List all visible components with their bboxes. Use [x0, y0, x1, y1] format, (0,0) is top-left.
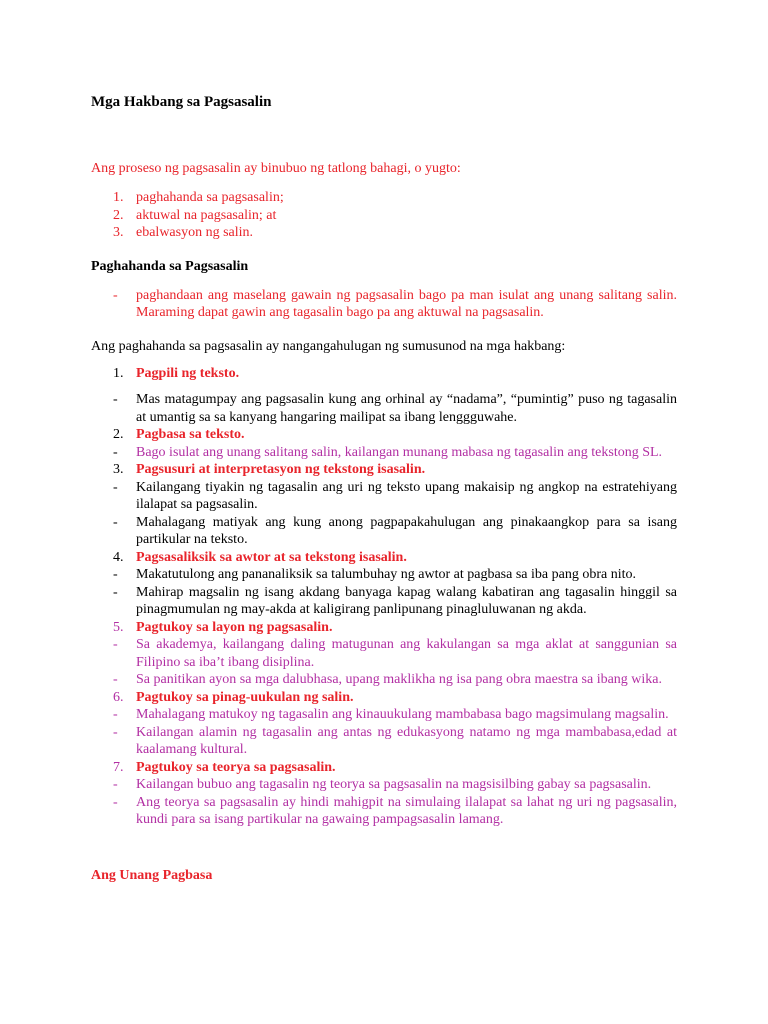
bullet-dash: -	[113, 672, 118, 687]
bullet-dash: -	[113, 479, 118, 495]
stages-list	[91, 189, 677, 242]
step-bullet	[91, 724, 677, 759]
document-page	[91, 94, 677, 884]
step-number: 3.	[113, 462, 124, 477]
bullet-text: Bago isulat ang unang salitang salin, kailangan munang mabasa ng tagasalin ang tekstong SL.	[136, 444, 663, 460]
bullet-dash: -	[113, 392, 118, 407]
bullet-dash: -	[113, 707, 118, 722]
step-header	[91, 759, 677, 777]
bullet-dash: -	[113, 637, 118, 652]
list-item	[91, 224, 677, 242]
bullet-dash: -	[113, 287, 118, 303]
step-bullet	[91, 391, 677, 426]
list-number: 1.	[113, 190, 124, 205]
list-item	[91, 189, 677, 207]
bullet-text: Mahirap magsalin ng isang akdang banyaga kapag walang kabatiran ang tagasalin hinggil sa pinagmumulan ng may-akda at kaligirang panlipunang pinagluluwanan ng akda.	[136, 584, 677, 617]
list-number: 2.	[113, 207, 124, 223]
bullet-text: Mahalagang matukoy ng tagasalin ang kinauukulang mambabasa bago magsimulang magsalin.	[136, 707, 669, 722]
step-title: Pagtukoy sa teorya sa pagsasalin.	[136, 759, 336, 775]
step-bullet	[91, 794, 677, 829]
bullet-text: Kailangang tiyakin ng tagasalin ang uri ng teksto upang makaisip ng angkop na estratehiyang ilalapat sa pagsasalin.	[136, 479, 677, 512]
step-number: 1.	[113, 365, 124, 381]
step-bullet	[91, 514, 677, 549]
bullet-text: Ang teorya sa pagsasalin ay hindi mahigpit na simulaing ilalapat sa lahat ng uri ng pagsasalin, kundi para sa isang partikular na gawaing pampagsasalin lamang.	[136, 794, 677, 827]
bullet-text: Makatutulong ang pananaliksik sa talumbuhay ng awtor at pagbasa sa iba pang obra nito.	[136, 567, 636, 582]
section-heading: Paghahanda sa Pagsasalin	[91, 258, 249, 274]
step-bullet	[91, 776, 677, 794]
bullet-dash: -	[113, 584, 118, 600]
step-title: Pagsasaliksik sa awtor at sa tekstong isasalin.	[136, 549, 407, 565]
bullet-text: Mahalagang matiyak ang kung anong pagpapakahulugan ang pinakaangkop para sa isang partikular na teksto.	[136, 514, 677, 547]
bullet-item	[91, 287, 677, 322]
bullet-text: Mas matagumpay ang pagsasalin kung ang orhinal ay “nadama”, “pumintig” puso ng tagasalin at umantig sa sa kanyang hangaring mailipat sa ibang lenggguwahe.	[136, 392, 677, 425]
bullet-dash: -	[113, 777, 118, 792]
step-bullet	[91, 584, 677, 619]
step-bullet	[91, 671, 677, 689]
bullet-text: paghandaan ang maselang gawain ng pagsasalin bago pa man isulat ang unang salitang salin. Maraming dapat gawin ang tagasalin bago pa ang aktuwal na pagsasalin.	[136, 287, 677, 320]
step-bullet	[91, 479, 677, 514]
step-bullet	[91, 566, 677, 584]
step-number: 2.	[113, 427, 124, 442]
list-item	[91, 207, 677, 225]
step-header	[91, 619, 677, 637]
step-header	[91, 461, 677, 479]
bullet-text: Sa akademya, kailangang daling matugunan ang kakulangan sa mga aklat at sanggunian sa Filipino sa iba’t ibang disiplina.	[136, 637, 677, 670]
step-bullet	[91, 636, 677, 671]
step-number: 6.	[113, 689, 124, 705]
bullet-text: Sa panitikan ayon sa mga dalubhasa, upang maklikha ng isa pang obra maestra sa ibang wika.	[136, 672, 663, 687]
step-title: Pagpili ng teksto.	[136, 365, 240, 381]
bullet-text: Kailangan alamin ng tagasalin ang antas ng edukasyong natamo ng mga mambabasa,edad at kaalamang kultural.	[136, 724, 677, 757]
body-paragraph: Ang paghahanda sa pagsasalin ay nangangahulugan ng sumusunod na mga hakbang:	[91, 338, 566, 354]
step-header	[91, 365, 677, 383]
step-header	[91, 549, 677, 567]
bullet-dash: -	[113, 724, 118, 740]
section-heading: Ang Unang Pagbasa	[91, 867, 213, 883]
step-header	[91, 689, 677, 707]
list-item-text: ebalwasyon ng salin.	[136, 225, 254, 240]
step-title: Pagtukoy sa pinag-uukulan ng salin.	[136, 689, 354, 705]
step-title: Pagtukoy sa layon ng pagsasalin.	[136, 619, 333, 635]
bullet-dash: -	[113, 567, 118, 582]
step-number: 5.	[113, 619, 124, 635]
list-item-text: paghahanda sa pagsasalin;	[136, 190, 284, 205]
step-bullet	[91, 706, 677, 724]
step-number: 7.	[113, 759, 124, 775]
list-item-text: aktuwal na pagsasalin; at	[136, 207, 277, 223]
step-header	[91, 426, 677, 444]
steps-list	[91, 365, 677, 829]
step-title: Pagsusuri at interpretasyon ng tekstong isasalin.	[136, 462, 426, 477]
bullet-dash: -	[113, 514, 118, 530]
list-number: 3.	[113, 225, 124, 240]
bullet-dash: -	[113, 444, 118, 460]
document-title: Mga Hakbang sa Pagsasalin	[91, 94, 272, 110]
bullet-text: Kailangan bubuo ang tagasalin ng teorya sa pagsasalin na magsisilbing gabay sa pagsasalin.	[136, 777, 652, 792]
step-number: 4.	[113, 549, 124, 565]
step-title: Pagbasa sa teksto.	[136, 427, 245, 442]
intro-text: Ang proseso ng pagsasalin ay binubuo ng tatlong bahagi, o yugto:	[91, 161, 461, 176]
step-bullet	[91, 444, 677, 462]
bullet-dash: -	[113, 794, 118, 810]
